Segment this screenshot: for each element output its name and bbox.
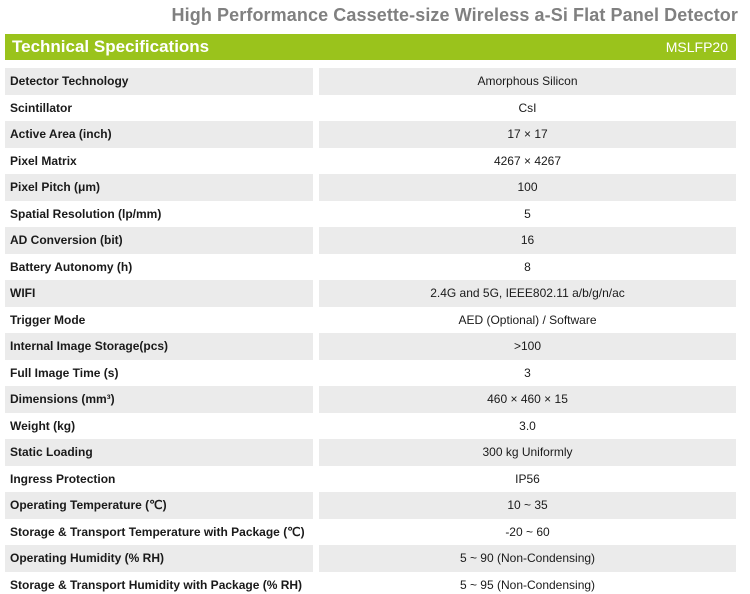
spec-label: AD Conversion (bit) bbox=[5, 227, 313, 254]
spec-value: 2.4G and 5G, IEEE802.11 a/b/g/n/ac bbox=[319, 280, 736, 307]
spec-value: CsI bbox=[319, 95, 736, 122]
table-row bbox=[5, 439, 736, 466]
spec-table bbox=[5, 68, 736, 594]
section-banner bbox=[5, 34, 736, 60]
table-row bbox=[5, 333, 736, 360]
model-number: MSLFP20 bbox=[665, 39, 728, 55]
spec-label: Operating Humidity (% RH) bbox=[5, 545, 313, 572]
section-title: Technical Specifications bbox=[12, 37, 210, 56]
spec-label: Pixel Pitch (μm) bbox=[5, 174, 313, 201]
table-row bbox=[5, 68, 736, 95]
table-row bbox=[5, 492, 736, 519]
spec-label: WIFI bbox=[5, 280, 313, 307]
table-row bbox=[5, 174, 736, 201]
spec-label: Full Image Time (s) bbox=[5, 360, 313, 387]
table-row bbox=[5, 360, 736, 387]
spec-label: Pixel Matrix bbox=[5, 148, 313, 175]
page-title: High Performance Cassette-size Wireless a-Si Flat Panel Detector bbox=[171, 5, 738, 25]
spec-value: 100 bbox=[319, 174, 736, 201]
spec-value: 5 bbox=[319, 201, 736, 228]
spec-value: AED (Optional) / Software bbox=[319, 307, 736, 334]
spec-value: 5 ~ 90 (Non-Condensing) bbox=[319, 545, 736, 572]
spec-label: Battery Autonomy (h) bbox=[5, 254, 313, 281]
spec-value: >100 bbox=[319, 333, 736, 360]
table-row bbox=[5, 201, 736, 228]
spec-label: Operating Temperature (℃) bbox=[5, 492, 313, 519]
spec-value: 5 ~ 95 (Non-Condensing) bbox=[319, 572, 736, 594]
spec-label: Storage & Transport Temperature with Package (℃) bbox=[5, 519, 313, 546]
spec-value: 10 ~ 35 bbox=[319, 492, 736, 519]
spec-label: Ingress Protection bbox=[5, 466, 313, 493]
table-row bbox=[5, 148, 736, 175]
spec-label: Internal Image Storage(pcs) bbox=[5, 333, 313, 360]
table-row bbox=[5, 95, 736, 122]
spec-label: Weight (kg) bbox=[5, 413, 313, 440]
spec-value: 17 × 17 bbox=[319, 121, 736, 148]
spec-value: 16 bbox=[319, 227, 736, 254]
spec-value: -20 ~ 60 bbox=[319, 519, 736, 546]
spec-value: Amorphous Silicon bbox=[319, 68, 736, 95]
table-row bbox=[5, 572, 736, 594]
spec-value: 3.0 bbox=[319, 413, 736, 440]
spec-label: Detector Technology bbox=[5, 68, 313, 95]
spec-label: Active Area (inch) bbox=[5, 121, 313, 148]
spec-value: 300 kg Uniformly bbox=[319, 439, 736, 466]
table-row bbox=[5, 386, 736, 413]
spec-label: Spatial Resolution (lp/mm) bbox=[5, 201, 313, 228]
table-row bbox=[5, 413, 736, 440]
spec-label: Trigger Mode bbox=[5, 307, 313, 334]
table-row bbox=[5, 466, 736, 493]
table-row bbox=[5, 519, 736, 546]
spec-value: 460 × 460 × 15 bbox=[319, 386, 736, 413]
table-row bbox=[5, 307, 736, 334]
spec-label: Static Loading bbox=[5, 439, 313, 466]
spec-value: 3 bbox=[319, 360, 736, 387]
spec-label: Scintillator bbox=[5, 95, 313, 122]
table-row bbox=[5, 227, 736, 254]
table-row bbox=[5, 280, 736, 307]
spec-label: Storage & Transport Humidity with Package (% RH) bbox=[5, 572, 313, 594]
table-row bbox=[5, 254, 736, 281]
table-row bbox=[5, 545, 736, 572]
spec-value: 8 bbox=[319, 254, 736, 281]
spec-label: Dimensions (mm³) bbox=[5, 386, 313, 413]
spec-value: IP56 bbox=[319, 466, 736, 493]
table-row bbox=[5, 121, 736, 148]
spec-value: 4267 × 4267 bbox=[319, 148, 736, 175]
